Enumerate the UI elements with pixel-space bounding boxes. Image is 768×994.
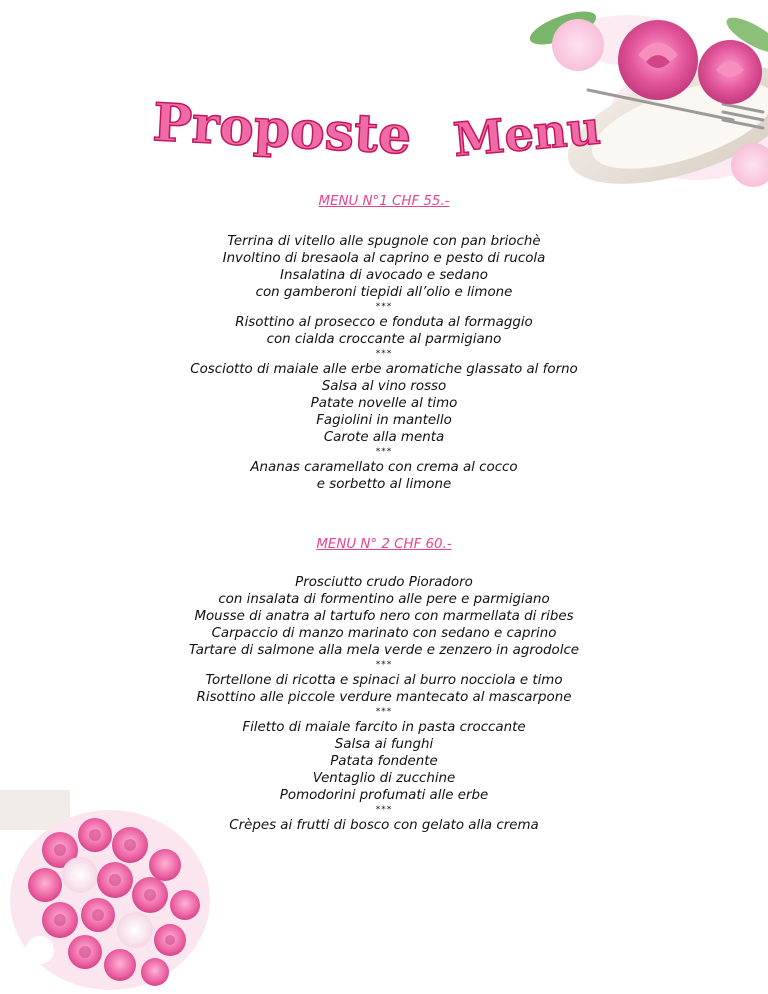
- course-line: Carpaccio di manzo marinato con sedano e caprino: [211, 626, 557, 641]
- course-line: Cosciotto di maiale alle erbe aromatiche glassato al forno: [190, 362, 578, 377]
- course-line: Prosciutto crudo Pioradoro: [295, 575, 473, 590]
- rose-bouquet-icon: [0, 790, 210, 994]
- course-separator: ***: [375, 660, 393, 670]
- course-line: con insalata di formentino alle pere e parmigiano: [218, 592, 550, 607]
- course-line: Risottino alle piccole verdure mantecato al mascarpone: [196, 690, 572, 705]
- course-separator: ***: [375, 805, 393, 815]
- course-line: Filetto di maiale farcito in pasta croccante: [242, 720, 526, 735]
- course-line: Crèpes ai frutti di bosco con gelato alla crema: [229, 818, 539, 833]
- course-separator: ***: [375, 447, 393, 457]
- course-line: e sorbetto al limone: [316, 477, 452, 492]
- course-separator: ***: [375, 302, 393, 312]
- course-line: Tartare di salmone alla mela verde e zenzero in agrodolce: [188, 643, 580, 658]
- course-line: Risottino al prosecco e fonduta al formaggio: [235, 315, 533, 330]
- course-line: Mousse di anatra al tartufo nero con marmellata di ribes: [194, 609, 574, 624]
- title-word-menu: Menu: [451, 100, 603, 167]
- page-title: [150, 88, 670, 178]
- course-line: Patate novelle al timo: [310, 396, 458, 411]
- course-line: Terrina di vitello alle spugnole con pan briochè: [227, 234, 541, 249]
- course-line: Pomodorini profumati alle erbe: [279, 788, 489, 803]
- course-line: Salsa al vino rosso: [321, 379, 447, 394]
- course-line: Fagiolini in mantello: [316, 413, 452, 428]
- course-line: Tortellone di ricotta e spinaci al burro nocciola e timo: [205, 673, 563, 688]
- course-line: Ventaglio di zucchine: [312, 771, 456, 786]
- menu1-heading: MENU N°1 CHF 55.-: [318, 194, 450, 209]
- title-word-proposte: Proposte: [151, 92, 413, 167]
- course-line: Carote alla menta: [323, 430, 445, 445]
- course-line: Salsa ai funghi: [334, 737, 434, 752]
- menu2-heading: MENU N° 2 CHF 60.-: [316, 537, 452, 552]
- course-separator: ***: [375, 349, 393, 359]
- course-separator: ***: [375, 707, 393, 717]
- course-line: Patata fondente: [330, 754, 438, 769]
- course-line: con cialda croccante al parmigiano: [266, 332, 502, 347]
- menu1-courses: [0, 233, 768, 493]
- course-line: Insalatina di avocado e sedano: [280, 268, 488, 283]
- course-line: con gamberoni tiepidi all’olio e limone: [255, 285, 513, 300]
- course-line: Ananas caramellato con crema al cocco: [250, 460, 518, 475]
- course-line: Involtino di bresaola al caprino e pesto di rucola: [222, 251, 546, 266]
